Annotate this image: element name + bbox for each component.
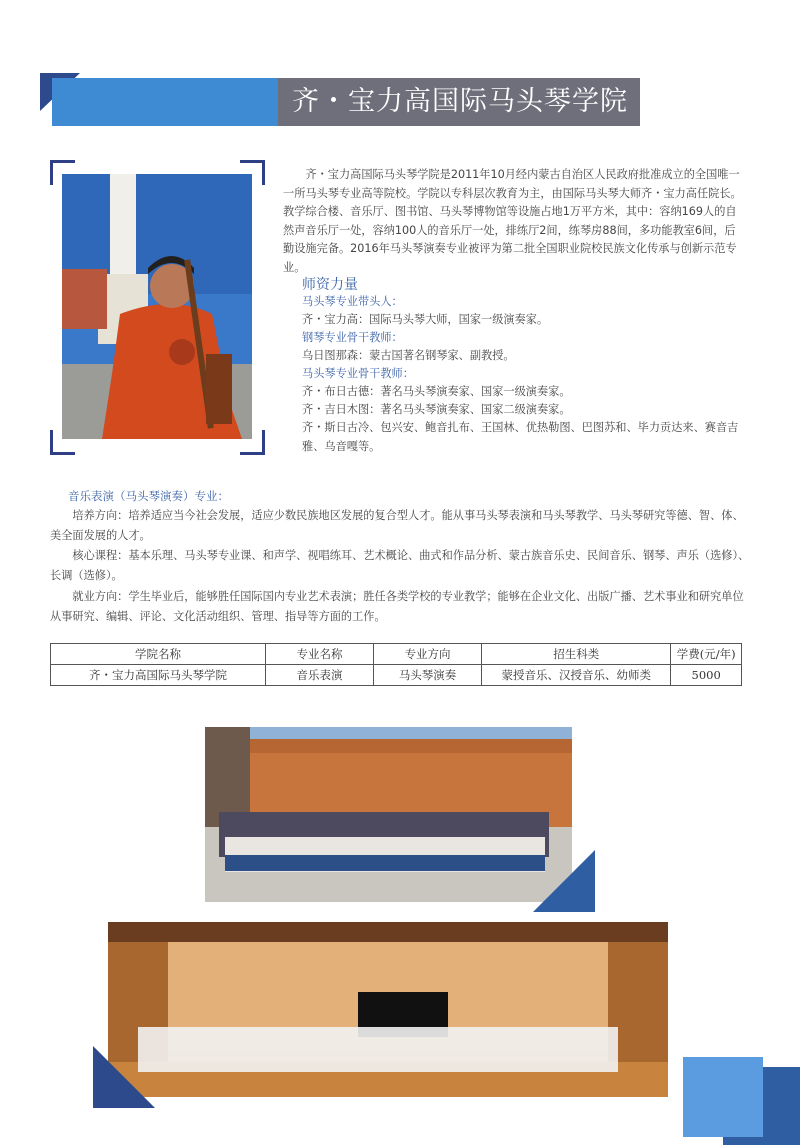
table-header-cell: 学费(元/年)	[671, 644, 742, 665]
concert-photo	[108, 922, 668, 1097]
table-cell: 齐・宝力高国际马头琴学院	[51, 665, 266, 686]
table-cell: 马头琴演奏	[374, 665, 482, 686]
table-header-row	[51, 644, 742, 665]
table-header-cell: 专业方向	[374, 644, 482, 665]
staff-line: 齐・布日古德：著名马头琴演奏家、国家一级演奏家。	[302, 385, 571, 398]
staff-line: 马头琴专业带头人：	[302, 295, 403, 308]
major-heading: 音乐表演（马头琴演奏）专业：	[68, 489, 229, 503]
portrait-photo	[62, 174, 252, 439]
table-header-cell: 招生科类	[482, 644, 671, 665]
group-photo	[205, 727, 572, 902]
staff-line: 齐・斯日古冷、包兴安、鲍音扎布、王国林、优热勒图、巴图苏和、毕力贡达来、赛音吉雅、乌音嘎等。	[302, 421, 739, 453]
table-cell: 5000	[671, 665, 742, 686]
staff-line: 乌日图那森：蒙古国著名钢琴家、副教授。	[302, 349, 515, 362]
staff-heading: 师资力量	[302, 277, 358, 293]
photo-triangle-decoration	[533, 850, 595, 912]
staff-line: 齐・宝力高：国际马头琴大师，国家一级演奏家。	[302, 313, 549, 326]
courses-paragraph: 核心课程：基本乐理、马头琴专业课、和声学、视唱练耳、艺术概论、曲式和作品分析、蒙古族音乐史、民间音乐、钢琴、声乐（选修）、长调（选修）。	[50, 549, 750, 582]
table-cell: 音乐表演	[266, 665, 374, 686]
table-row	[51, 665, 742, 686]
banner-blue-block	[52, 78, 282, 126]
page-title: 齐・宝力高国际马头琴学院	[278, 78, 640, 126]
corner-square-decoration	[683, 1057, 763, 1137]
training-paragraph: 培养方向：培养适应当今社会发展，适应少数民族地区发展的复合型人才。能从事马头琴表演和马头琴教学、马头琴研究等德、智、体、美全面发展的人才。	[50, 509, 744, 542]
enrollment-table	[50, 643, 742, 686]
photo-triangle-decoration	[93, 1046, 155, 1108]
table-header-cell: 学院名称	[51, 644, 266, 665]
intro-paragraph: 齐・宝力高国际马头琴学院是2011年10月经内蒙古自治区人民政府批准成立的全国唯一一所马头琴专业高等院校。学院以专科层次教育为主，由国际马头琴大师齐・宝力高任院长。教学综合楼、音乐厅、图书馆、马头琴博物馆等设施占地1万平方米，其中：容纳169人的自然声音乐厅一处，容纳100人的音乐厅一处，排练厅2间，练琴房88间，多功能教室6间，后勤设施完备。2016年马头琴演奏专业被评为第二批全国职业院校民族文化传承与创新示范专业。	[283, 168, 742, 274]
table-cell: 蒙授音乐、汉授音乐、幼师类	[482, 665, 671, 686]
table-header-cell: 专业名称	[266, 644, 374, 665]
staff-line: 钢琴专业骨干教师：	[302, 331, 403, 344]
employment-paragraph: 就业方向：学生毕业后，能够胜任国际国内专业艺术表演；胜任各类学校的专业教学；能够在企业文化、出版广播、艺术事业和研究单位从事研究、编辑、评论、文化活动组织、管理、指导等方面的工作。	[50, 590, 744, 623]
staff-line: 马头琴专业骨干教师：	[302, 367, 414, 380]
staff-line: 齐・吉日木图：著名马头琴演奏家、国家二级演奏家。	[302, 403, 571, 416]
